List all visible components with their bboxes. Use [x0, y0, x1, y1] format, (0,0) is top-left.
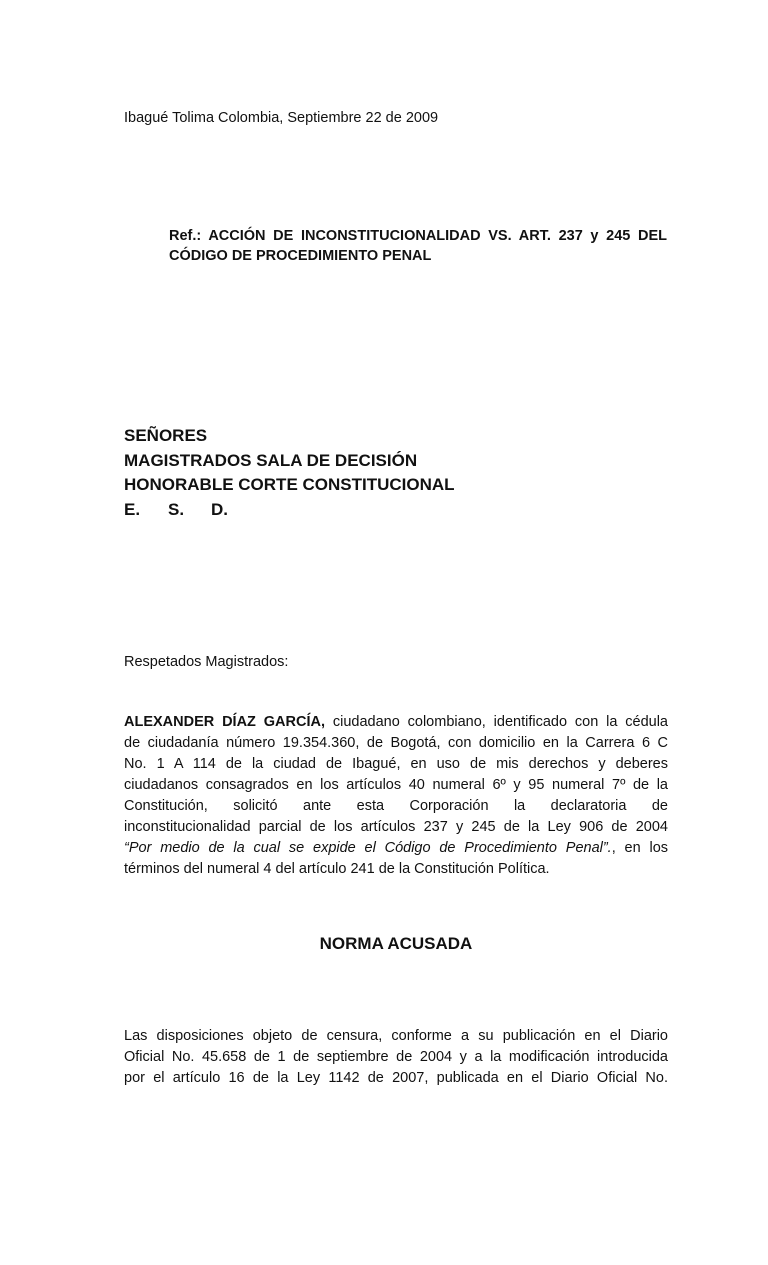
- addressee-line-3: HONORABLE CORTE CONSTITUCIONAL: [124, 475, 455, 494]
- final-line-3: por el artículo 16 de la Ley 1142 de 2007, publicada en el Diario Oficial No.: [124, 1070, 668, 1086]
- law-title: “Por medio de la cual se expide el Código de Procedimiento Penal”.: [124, 840, 612, 856]
- body-line-4: ciudadanos consagrados en los artículos 40 numeral 6º y 95 numeral 7º de la: [124, 777, 668, 793]
- final-paragraph: [124, 1026, 668, 1089]
- petitioner-name: ALEXANDER DÍAZ GARCÍA,: [124, 714, 325, 730]
- addressee-block: [124, 424, 644, 522]
- reference-block: [169, 226, 667, 266]
- body-line-5: Constitución, solicitó ante esta Corporación la declaratoria de: [124, 798, 668, 814]
- body-paragraph: [124, 712, 668, 880]
- esd-d: D.: [211, 499, 228, 519]
- reference-line-1: Ref.: ACCIÓN DE INCONSTITUCIONALIDAD VS. ART. 237 y 245 DEL: [169, 228, 667, 244]
- section-heading: NORMA ACUSADA: [319, 934, 473, 953]
- final-line-2: Oficial No. 45.658 de 1 de septiembre de 2004 y a la modificación introducida: [124, 1049, 668, 1065]
- body-line-8: términos del numeral 4 del artículo 241 de la Constitución Política.: [124, 861, 550, 877]
- body-line-2: de ciudadanía número 19.354.360, de Bogotá, con domicilio en la Carrera 6 C: [124, 735, 668, 751]
- esd-s: S.: [168, 499, 185, 519]
- reference-line-2: CÓDIGO DE PROCEDIMIENTO PENAL: [169, 248, 432, 264]
- addressee-esd: [124, 498, 644, 523]
- body-line-1-rest: ciudadano colombiano, identificado con la cédula: [325, 714, 668, 730]
- body-line-3: No. 1 A 114 de la ciudad de Ibagué, en uso de mis derechos y deberes: [124, 756, 668, 772]
- addressee-line-2: MAGISTRADOS SALA DE DECISIÓN: [124, 450, 418, 470]
- body-line-7-rest: , en los: [611, 840, 669, 856]
- body-line-6: inconstitucionalidad parcial de los artículos 237 y 245 de la Ley 906 de 2004: [124, 819, 668, 835]
- body-line-1: [124, 712, 668, 733]
- final-line-1: Las disposiciones objeto de censura, conforme a su publicación en el Diario: [124, 1028, 668, 1044]
- addressee-line-1: SEÑORES: [124, 426, 208, 445]
- salutation: Respetados Magistrados:: [124, 654, 289, 670]
- body-line-7: [124, 838, 668, 859]
- dateline: Ibagué Tolima Colombia, Septiembre 22 de 2009: [124, 110, 439, 126]
- esd-e: E.: [124, 499, 141, 519]
